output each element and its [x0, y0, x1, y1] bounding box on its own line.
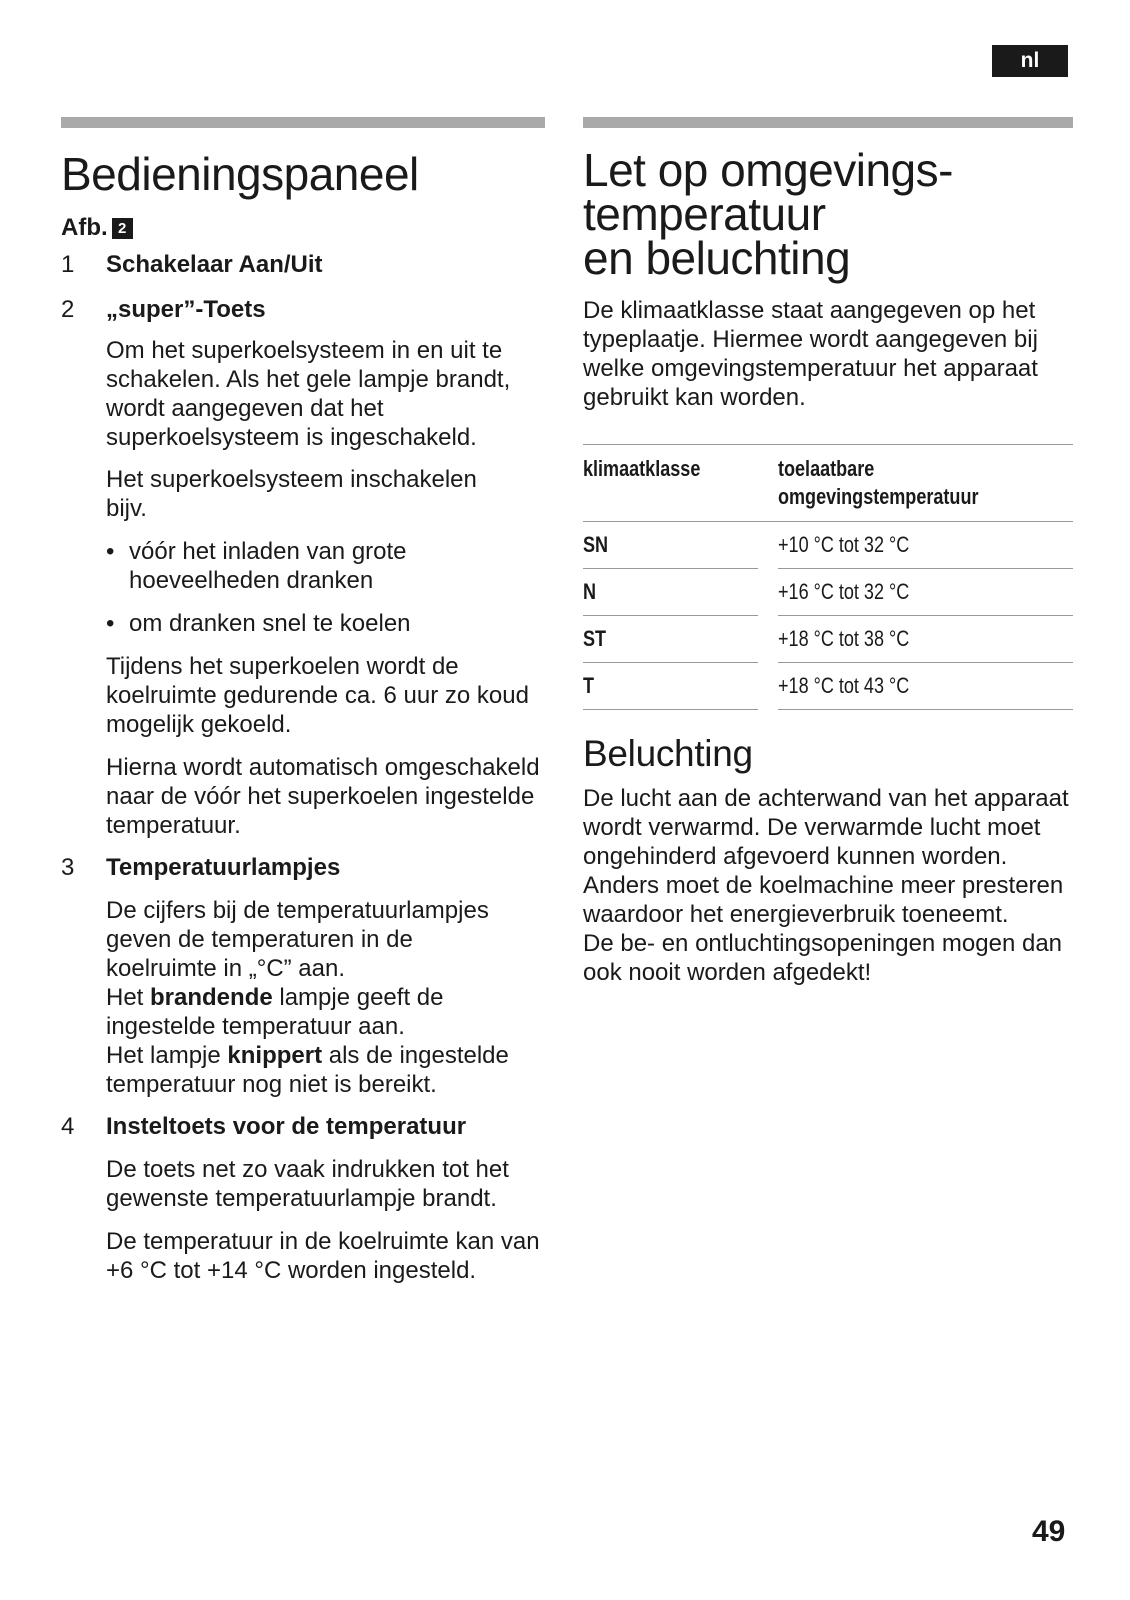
item-number: 1 [61, 251, 75, 278]
section-rule [583, 117, 1073, 128]
page-number: 49 [1032, 1515, 1066, 1548]
paragraph: Het superkoelsysteem inschakelen bijv. [106, 466, 477, 522]
right-column [583, 117, 1073, 987]
item-title: Schakelaar Aan/Uit [106, 251, 323, 278]
paragraph: De cijfers bij de temperatuurlampjes geven de temperaturen in de koelruimte in „°C” aan. [106, 897, 489, 982]
paragraph: De be- en ontluchtingsopeningen mogen dan ook nooit worden afgedekt! [583, 930, 1063, 986]
language-tab: nl [992, 45, 1068, 77]
table-row: ST +18 °C tot 38 °C [583, 616, 1073, 663]
item-title: Insteltoets voor de temperatuur [106, 1113, 467, 1140]
paragraph: De temperatuur in de koelruimte kan van +6 °C tot +14 °C worden ingesteld. [106, 1228, 540, 1284]
paragraph: Tijdens het superkoelen wordt de koelruimte gedurende ca. 6 uur zo koud mogelijk gekoeld. [106, 653, 529, 738]
bullet-item: • om dranken snel te koelen [106, 610, 411, 637]
paragraph: Hierna wordt automatisch omgeschakeld naar de vóór het superkoelen ingestelde temperatuur. [106, 754, 540, 839]
paragraph: Om het superkoelsysteem in en uit te schakelen. Als het gele lampje brandt, wordt aangegeven dat het superkoelsysteem is ingeschakeld. [106, 337, 511, 451]
column-header: toelaatbare omgevingstemperatuur [778, 456, 979, 509]
table-header-row [583, 445, 1073, 522]
bullet-icon: • [106, 538, 115, 565]
table-row: SN +10 °C tot 32 °C [583, 522, 1073, 569]
item-number: 4 [61, 1113, 75, 1140]
figure-number-badge: 2 [112, 218, 133, 239]
figure-label: Afb. [61, 214, 108, 241]
item-number: 3 [61, 854, 75, 881]
list-item [61, 251, 545, 279]
paragraph: De lucht aan de achterwand van het apparaat wordt verwarmd. De verwarmde lucht moet ongehinderd afgevoerd kunnen worden. Anders moet de koelmachine meer presteren waardoor het energieverbruik toeneemt. [583, 785, 1069, 928]
paragraph: Het lampje knippert als de ingestelde temperatuur nog niet is bereikt. [106, 1042, 509, 1098]
section-title: Bedieningspaneel [61, 148, 419, 200]
bullet-icon: • [106, 610, 115, 637]
section-title: Let op omgevings- temperatuur en beluchting [583, 144, 953, 284]
figure-reference [61, 214, 545, 242]
paragraph: Het brandende lampje geeft de ingestelde temperatuur aan. [106, 984, 444, 1040]
paragraph: De toets net zo vaak indrukken tot het gewenste temperatuurlampje brandt. [106, 1156, 509, 1212]
bullet-item: • vóór het inladen van grote hoeveelheden dranken [106, 538, 407, 594]
item-number: 2 [61, 296, 75, 323]
list-item [61, 854, 545, 882]
list-item [61, 1113, 545, 1141]
table-row: T +18 °C tot 43 °C [583, 663, 1073, 710]
item-title: Temperatuurlampjes [106, 854, 341, 881]
climate-class-table [583, 444, 1073, 710]
column-header: klimaatklasse [583, 456, 701, 481]
item-title: „super”-Toets [106, 296, 266, 323]
table-row: N +16 °C tot 32 °C [583, 569, 1073, 616]
subsection-title: Beluchting [583, 733, 753, 774]
left-column [61, 117, 545, 1285]
section-rule [61, 117, 545, 128]
intro-paragraph: De klimaatklasse staat aangegeven op het typeplaatje. Hiermee wordt aangegeven bij welke omgevingstemperatuur het apparaat gebruikt kan worden. [583, 297, 1038, 411]
list-item [61, 296, 545, 324]
